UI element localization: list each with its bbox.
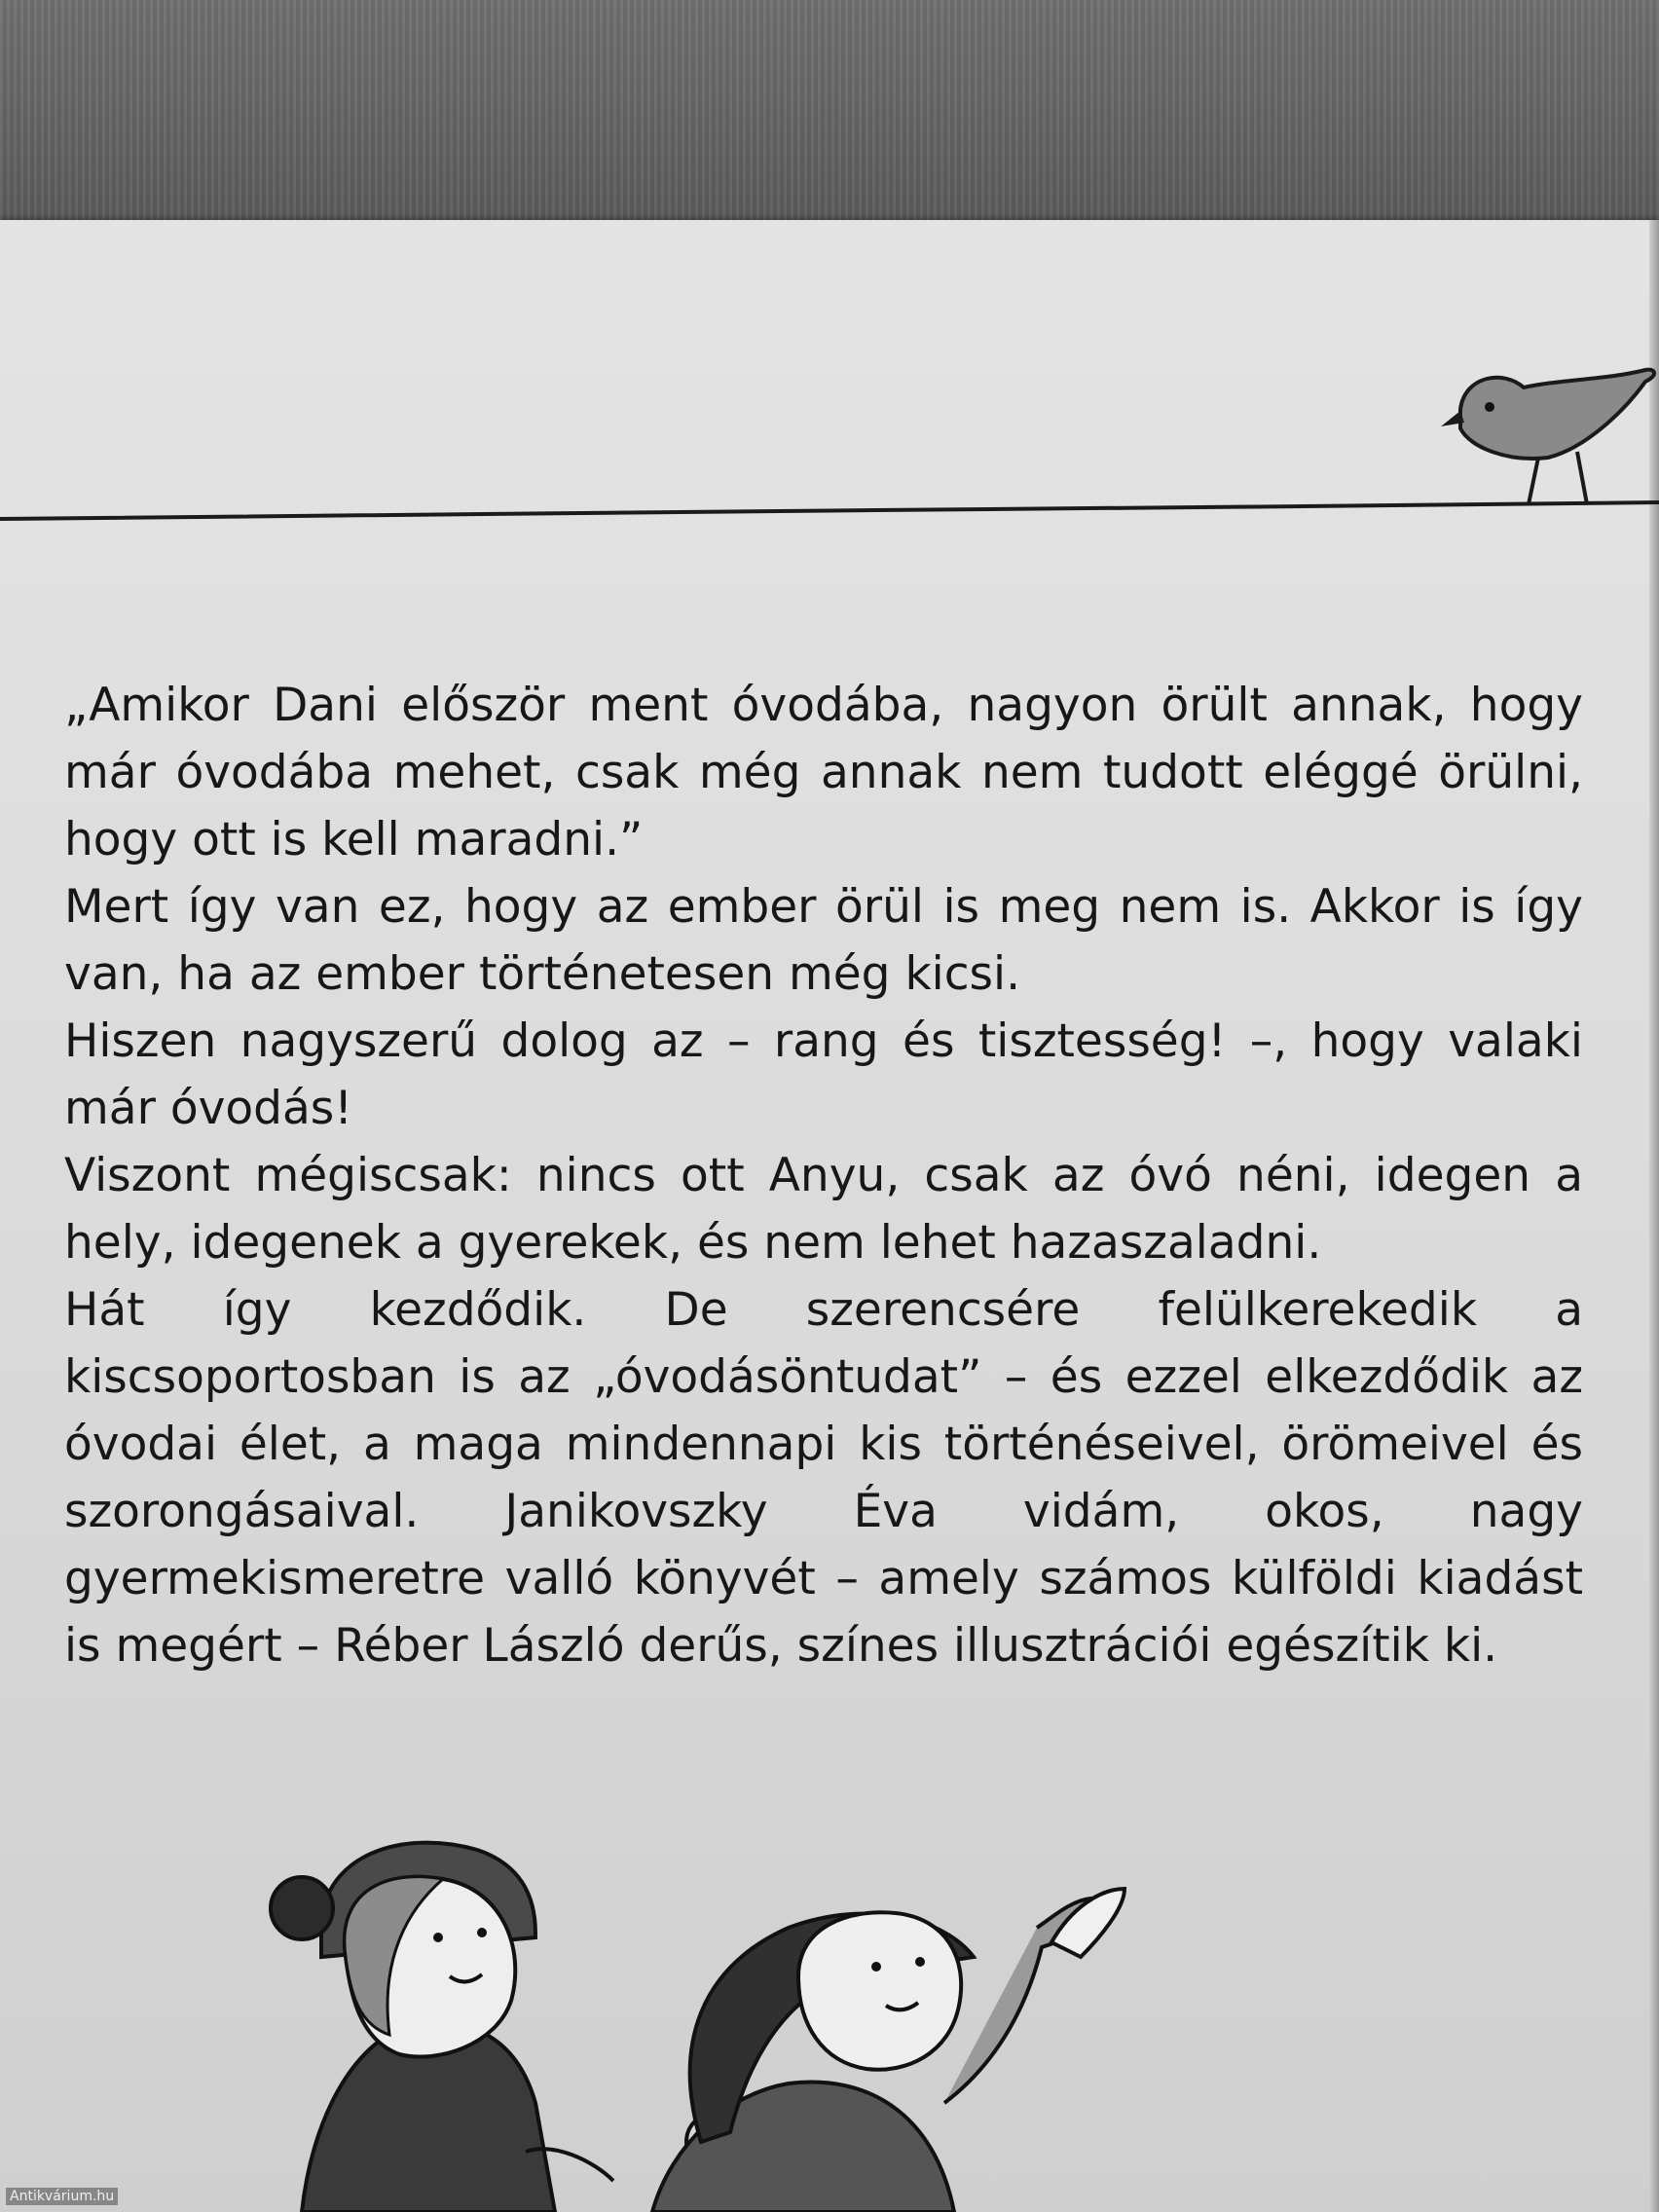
- blurb-paragraph-3: Hiszen nagyszerű dolog az – rang és tisztesség! –, hogy valaki már óvodás!: [64, 1014, 1583, 1135]
- blurb-paragraph-4: Viszont mégiscsak: nincs ott Anyu, csak az óvó néni, idegen a hely, idegenek a gyerekek, és nem lehet hazaszaladni.: [64, 1149, 1583, 1270]
- children-illustration: [243, 1830, 1217, 2212]
- right-child-figure: [652, 1889, 1124, 2212]
- blurb-paragraph-5: Hát így kezdődik. De szerencsére felülkerekedik a kiscsoportosban is az „óvodásöntudat” – és ezzel elkezdődik az óvodai élet, a maga mindennapi kis történéseivel, örömeivel és szorongásaival. Janikovszky Éva vidám, okos, nagy gyermekismeretre valló könyvét – amely számos külföldi kiadást is megért – Réber László derűs, színes illusztrációi egészítik ki.: [64, 1283, 1583, 1673]
- wire-line-illustration: [0, 350, 1659, 574]
- blurb-paragraph-1: „Amikor Dani először ment óvodába, nagyon örült annak, hogy már óvodába mehet, csak még annak nem tudott eléggé örülni, hogy ott is kell maradni.”: [64, 679, 1583, 866]
- bird-icon: [1441, 370, 1654, 504]
- back-cover-blurb: [64, 672, 1583, 1679]
- background-surface: [0, 0, 1659, 234]
- blurb-paragraph-2: Mert így van ez, hogy az ember örül is meg nem is. Akkor is így van, ha az ember történetesen még kicsi.: [64, 880, 1583, 1001]
- watermark-text: Antikvárium.hu: [6, 2188, 118, 2205]
- left-child-figure: [271, 1843, 613, 2212]
